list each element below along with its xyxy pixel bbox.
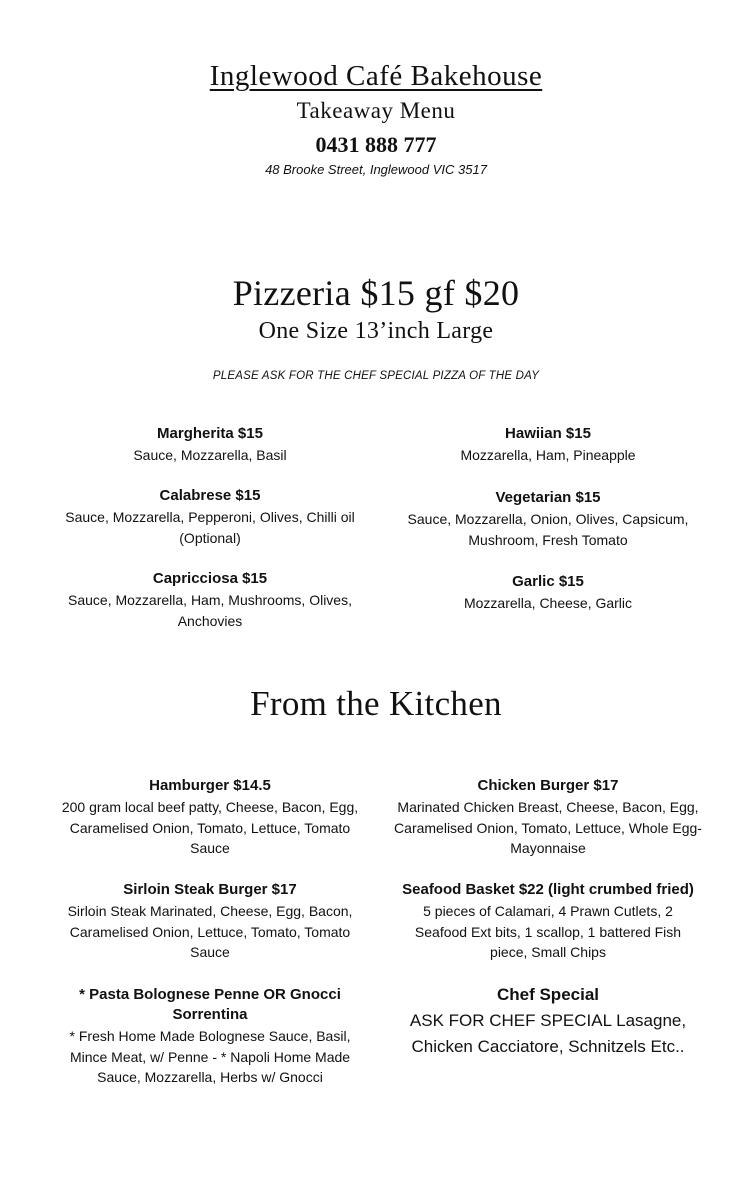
menu-item-description: 200 gram local beef patty, Cheese, Bacon, Egg, Caramelised Onion, Tomato, Lettuce, Tomato Sauce <box>61 799 359 856</box>
menu-item-description: * Fresh Home Made Bolognese Sauce, Basil, Mince Meat, w/ Penne - * Napoli Home Made Sauce, Mozzarella, Herbs w/ Gnocci <box>69 1028 351 1085</box>
menu-subtitle: Takeaway Menu <box>296 98 456 123</box>
cafe-name: Inglewood Café Bakehouse <box>209 60 543 92</box>
menu-item-name: Calabrese $15 <box>159 487 261 504</box>
menu-item-name: Hamburger $14.5 <box>149 777 271 794</box>
pizzeria-heading: Pizzeria $15 gf $20 <box>232 273 520 313</box>
kitchen-heading: From the Kitchen <box>250 684 502 723</box>
menu-item-description: Marinated Chicken Breast, Cheese, Bacon, Egg, Caramelised Onion, Tomato, Lettuce, Whole Egg-Mayonnaise <box>394 799 702 856</box>
menu-item-description: Mozzarella, Ham, Pineapple <box>460 447 636 463</box>
menu-item-description: ASK FOR CHEF SPECIAL Lasagne, Chicken Cacciatore, Schnitzels Etc.. <box>409 1011 687 1056</box>
menu-item-chef-special <box>408 983 688 1060</box>
menu-item-name: Vegetarian $15 <box>495 489 601 506</box>
menu-item-calabrese <box>50 486 370 548</box>
menu-item-name: Chef Special <box>496 985 600 1004</box>
menu-item-description: Sauce, Mozzarella, Onion, Olives, Capsicum, Mushroom, Fresh Tomato <box>407 511 689 548</box>
menu-item-hamburger <box>50 776 370 859</box>
menu-item-vegetarian <box>388 488 708 550</box>
menu-item-name: Sirloin Steak Burger $17 <box>123 881 297 898</box>
menu-item-description: Mozzarella, Cheese, Garlic <box>463 595 633 611</box>
menu-item-description: Sauce, Mozzarella, Ham, Mushrooms, Olives, Anchovies <box>68 592 352 629</box>
menu-item-name: Capricciosa $15 <box>152 570 268 587</box>
menu-item-margherita <box>50 424 370 466</box>
menu-item-description: Sauce, Mozzarella, Pepperoni, Olives, Chilli oil (Optional) <box>65 509 355 546</box>
phone-number: 0431 888 777 <box>315 132 437 157</box>
menu-item-description: Sauce, Mozzarella, Basil <box>133 447 287 463</box>
menu-item-name: * Pasta Bolognese Penne OR Gnocci Sorrentina <box>79 986 341 1023</box>
menu-item-chicken-burger <box>388 776 708 859</box>
pizza-size-subtitle: One Size 13’inch Large <box>258 318 494 344</box>
menu-item-garlic <box>388 572 708 614</box>
menu-item-name: Seafood Basket $22 (light crumbed fried) <box>402 881 694 898</box>
menu-item-name: Hawiian $15 <box>505 425 591 442</box>
menu-item-name: Chicken Burger $17 <box>477 777 619 794</box>
menu-item-hawiian <box>388 424 708 466</box>
menu-item-description: Sirloin Steak Marinated, Cheese, Egg, Bacon, Caramelised Onion, Lettuce, Tomato, Tomato Sauce <box>67 903 353 960</box>
menu-item-name: Margherita $15 <box>157 425 263 442</box>
menu-item-description: 5 pieces of Calamari, 4 Prawn Cutlets, 2 Seafood Ext bits, 1 scallop, 1 battered Fish piece, Small Chips <box>414 903 682 960</box>
address: 48 Brooke Street, Inglewood VIC 3517 <box>265 162 487 177</box>
menu-item-name: Garlic $15 <box>512 573 584 590</box>
menu-item-seafood-basket <box>378 880 718 963</box>
menu-item-capricciosa <box>50 569 370 631</box>
menu-item-pasta-bolognese <box>60 985 360 1088</box>
menu-item-sirloin-steak-burger <box>50 880 370 963</box>
chef-special-pizza-note: PLEASE ASK FOR THE CHEF SPECIAL PIZZA OF THE DAY <box>212 370 540 382</box>
